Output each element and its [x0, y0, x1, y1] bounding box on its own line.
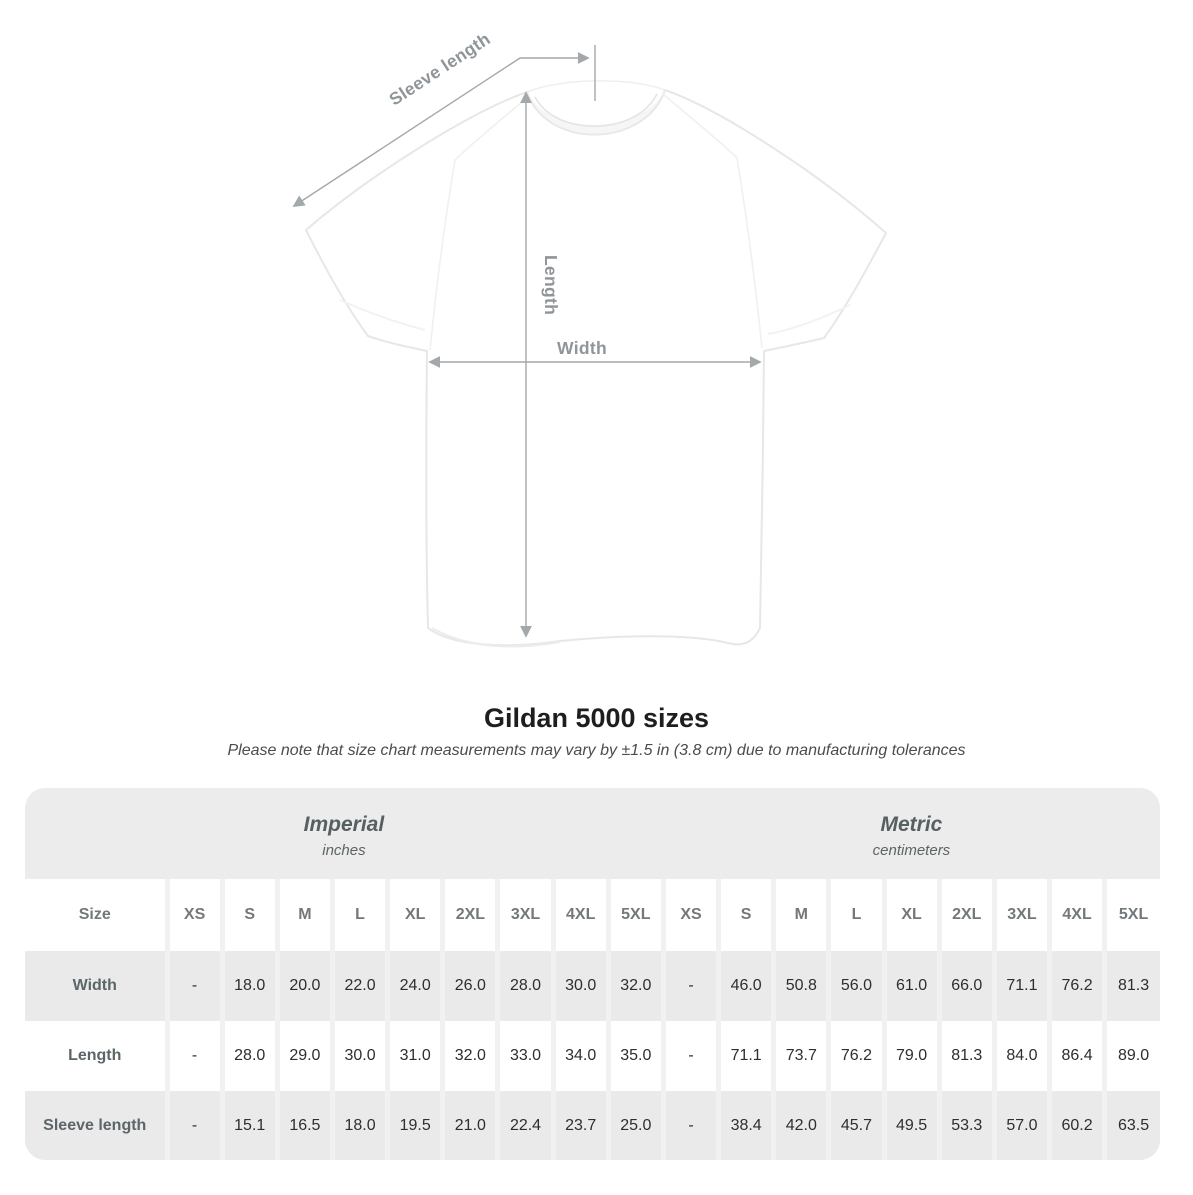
cell: 26.0	[443, 951, 498, 1021]
size-header-cell: Size	[78, 906, 111, 923]
table-row-sleeve-length	[25, 1091, 1160, 1160]
cell: 29.0	[277, 1021, 332, 1091]
cell: 61.0	[884, 951, 939, 1021]
table-row-length	[25, 1021, 1160, 1091]
cell: 38.4	[719, 1091, 774, 1160]
cell: 22.4	[498, 1091, 553, 1160]
cell: 20.0	[277, 951, 332, 1021]
width-label: Width	[557, 338, 607, 358]
cell: 18.0	[332, 1091, 387, 1160]
size-col-header: L	[332, 879, 387, 951]
cell: 66.0	[939, 951, 994, 1021]
row-label: Sleeve length	[43, 1117, 147, 1134]
cell: 42.0	[774, 1091, 829, 1160]
size-chart-card	[25, 788, 1160, 1160]
page-subtitle: Please note that size chart measurements may vary by ±1.5 in (3.8 cm) due to manufacturing tolerances	[227, 742, 966, 759]
cell: 19.5	[388, 1091, 443, 1160]
size-col-header: S	[222, 879, 277, 951]
size-col-header: 5XL	[1105, 879, 1160, 951]
cell: -	[663, 1021, 718, 1091]
cell: 21.0	[443, 1091, 498, 1160]
cell: 31.0	[388, 1021, 443, 1091]
size-col-header: 3XL	[498, 879, 553, 951]
sleeve-length-label: Sleeve length	[385, 28, 494, 110]
cell: 53.3	[939, 1091, 994, 1160]
cell: 76.2	[829, 1021, 884, 1091]
cell: -	[167, 1091, 222, 1160]
cell: 28.0	[222, 1021, 277, 1091]
cell: 76.2	[1050, 951, 1105, 1021]
page-title: Gildan 5000 sizes	[483, 703, 710, 733]
imperial-label: Imperial	[303, 812, 385, 836]
cell: 84.0	[994, 1021, 1049, 1091]
cell: 81.3	[939, 1021, 994, 1091]
cell: 24.0	[388, 951, 443, 1021]
size-col-header: 3XL	[994, 879, 1049, 951]
cell: 71.1	[994, 951, 1049, 1021]
cell: 45.7	[829, 1091, 884, 1160]
imperial-unit-label: inches	[322, 841, 366, 859]
cell: 60.2	[1050, 1091, 1105, 1160]
size-col-header: M	[277, 879, 332, 951]
size-col-header: XS	[167, 879, 222, 951]
cell: 23.7	[553, 1091, 608, 1160]
row-label: Width	[72, 977, 117, 994]
size-col-header: XL	[884, 879, 939, 951]
cell: 35.0	[608, 1021, 663, 1091]
cell: 15.1	[222, 1091, 277, 1160]
size-col-header: M	[774, 879, 829, 951]
size-col-header: L	[829, 879, 884, 951]
cell: 33.0	[498, 1021, 553, 1091]
cell: 50.8	[774, 951, 829, 1021]
cell: -	[167, 951, 222, 1021]
cell: 32.0	[443, 1021, 498, 1091]
size-col-header: XL	[388, 879, 443, 951]
cell: 46.0	[719, 951, 774, 1021]
cell: 18.0	[222, 951, 277, 1021]
cell: 56.0	[829, 951, 884, 1021]
size-col-header: 4XL	[1050, 879, 1105, 951]
size-col-header: S	[719, 879, 774, 951]
metric-section-header	[663, 788, 1160, 879]
cell: 34.0	[553, 1021, 608, 1091]
cell: 16.5	[277, 1091, 332, 1160]
size-col-header: XS	[663, 879, 718, 951]
cell: 71.1	[719, 1021, 774, 1091]
table-row-width	[25, 951, 1160, 1021]
size-col-header: 2XL	[939, 879, 994, 951]
cell: 57.0	[994, 1091, 1049, 1160]
cell: 28.0	[498, 951, 553, 1021]
cell: -	[663, 951, 718, 1021]
cell: 30.0	[332, 1021, 387, 1091]
cell: 81.3	[1105, 951, 1160, 1021]
length-label: Length	[541, 254, 561, 316]
size-table	[25, 879, 1160, 1160]
size-col-header: 5XL	[608, 879, 663, 951]
tshirt-image	[306, 81, 886, 647]
cell: -	[167, 1021, 222, 1091]
cell: 30.0	[553, 951, 608, 1021]
metric-unit-label: centimeters	[872, 841, 951, 859]
cell: 32.0	[608, 951, 663, 1021]
cell: 25.0	[608, 1091, 663, 1160]
cell: 22.0	[332, 951, 387, 1021]
row-label: Length	[68, 1047, 122, 1064]
cell: 63.5	[1105, 1091, 1160, 1160]
size-header-row	[25, 879, 1160, 951]
cell: 79.0	[884, 1021, 939, 1091]
size-col-header: 4XL	[553, 879, 608, 951]
metric-label: Metric	[880, 812, 943, 836]
unit-header-band	[25, 788, 1160, 879]
cell: 49.5	[884, 1091, 939, 1160]
cell: 73.7	[774, 1021, 829, 1091]
cell: 86.4	[1050, 1021, 1105, 1091]
imperial-section-header	[25, 788, 663, 879]
size-col-header: 2XL	[443, 879, 498, 951]
cell: 89.0	[1105, 1021, 1160, 1091]
cell: -	[663, 1091, 718, 1160]
